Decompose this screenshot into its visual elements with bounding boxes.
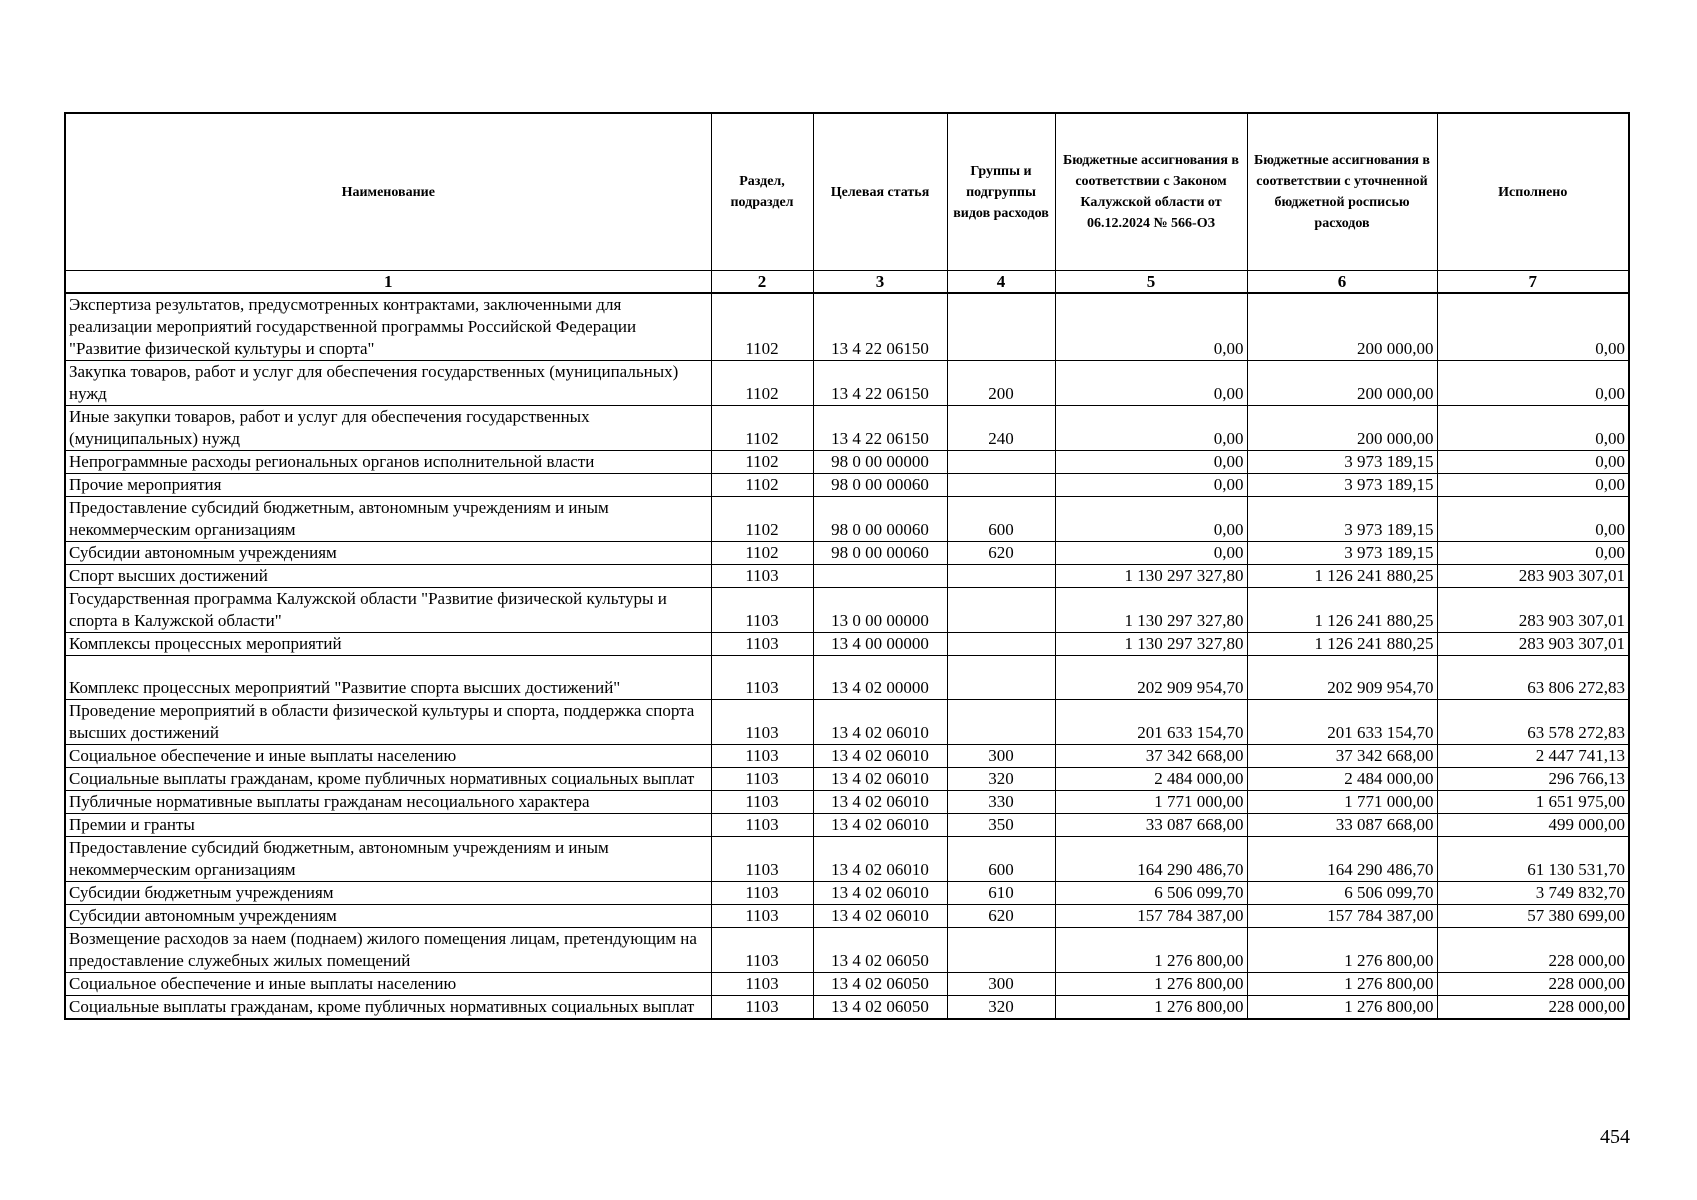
table-row [65,656,1629,700]
row-executed: 283 903 307,01 [1437,565,1629,588]
table-row [65,996,1629,1020]
row-executed: 0,00 [1437,361,1629,406]
row-refined-allocation: 1 126 241 880,25 [1247,565,1437,588]
row-law-allocation: 0,00 [1055,361,1247,406]
header-executed: Исполнено [1437,113,1629,271]
row-target-article: 13 4 02 06010 [813,837,947,882]
row-expense-group: 620 [947,542,1055,565]
row-section: 1102 [711,406,813,451]
row-target-article: 13 0 00 00000 [813,588,947,633]
table-row [65,542,1629,565]
row-expense-group: 620 [947,905,1055,928]
row-refined-allocation: 37 342 668,00 [1247,745,1437,768]
row-executed: 283 903 307,01 [1437,633,1629,656]
header-law: Бюджетные ассигнования в соответствии с Законом Калужской области от 06.12.2024 № 566-ОЗ [1055,113,1247,271]
row-section: 1103 [711,996,813,1020]
row-target-article: 13 4 02 06010 [813,745,947,768]
row-section: 1102 [711,293,813,361]
row-name: Спорт высших достижений [65,565,711,588]
row-executed: 0,00 [1437,474,1629,497]
row-name: Премии и гранты [65,814,711,837]
row-name: Прочие мероприятия [65,474,711,497]
row-executed: 1 651 975,00 [1437,791,1629,814]
row-refined-allocation: 1 771 000,00 [1247,791,1437,814]
table-row [65,814,1629,837]
row-target-article: 13 4 02 06010 [813,882,947,905]
row-executed: 3 749 832,70 [1437,882,1629,905]
row-name: Непрограммные расходы региональных органов исполнительной власти [65,451,711,474]
row-section: 1103 [711,973,813,996]
row-refined-allocation: 3 973 189,15 [1247,474,1437,497]
row-name: Закупка товаров, работ и услуг для обеспечения государственных (муниципальных) нужд [65,361,711,406]
row-name: Возмещение расходов за наем (поднаем) жилого помещения лицам, претендующим на предоставление служебных жилых помещений [65,928,711,973]
table-row [65,565,1629,588]
row-law-allocation: 0,00 [1055,451,1247,474]
row-section: 1102 [711,361,813,406]
row-executed: 0,00 [1437,406,1629,451]
row-name: Комплекс процессных мероприятий "Развитие спорта высших достижений" [65,656,711,700]
row-law-allocation: 0,00 [1055,474,1247,497]
row-refined-allocation: 2 484 000,00 [1247,768,1437,791]
table-row [65,451,1629,474]
row-target-article [813,565,947,588]
row-executed: 0,00 [1437,542,1629,565]
row-law-allocation: 1 276 800,00 [1055,928,1247,973]
row-target-article: 13 4 02 06010 [813,791,947,814]
row-law-allocation: 1 130 297 327,80 [1055,633,1247,656]
budget-table [64,112,1630,1020]
row-section: 1103 [711,633,813,656]
table-row [65,474,1629,497]
row-target-article: 98 0 00 00060 [813,497,947,542]
row-refined-allocation: 200 000,00 [1247,361,1437,406]
table-row [65,745,1629,768]
row-executed: 0,00 [1437,497,1629,542]
table-row [65,928,1629,973]
row-executed: 57 380 699,00 [1437,905,1629,928]
row-expense-group [947,928,1055,973]
row-expense-group: 300 [947,745,1055,768]
row-expense-group: 330 [947,791,1055,814]
row-law-allocation: 1 276 800,00 [1055,973,1247,996]
row-expense-group [947,588,1055,633]
row-expense-group: 610 [947,882,1055,905]
row-expense-group [947,565,1055,588]
row-target-article: 13 4 22 06150 [813,293,947,361]
row-expense-group [947,451,1055,474]
row-name: Социальное обеспечение и иные выплаты населению [65,973,711,996]
table-row [65,497,1629,542]
row-law-allocation: 1 130 297 327,80 [1055,588,1247,633]
header-section: Раздел, подраздел [711,113,813,271]
table-row [65,406,1629,451]
row-target-article: 13 4 02 06050 [813,973,947,996]
row-expense-group: 300 [947,973,1055,996]
row-executed: 0,00 [1437,293,1629,361]
row-section: 1103 [711,700,813,745]
row-target-article: 13 4 02 06050 [813,928,947,973]
row-law-allocation: 2 484 000,00 [1055,768,1247,791]
row-refined-allocation: 3 973 189,15 [1247,497,1437,542]
row-refined-allocation: 3 973 189,15 [1247,451,1437,474]
row-refined-allocation: 202 909 954,70 [1247,656,1437,700]
table-row [65,768,1629,791]
row-expense-group [947,293,1055,361]
row-target-article: 13 4 02 06010 [813,768,947,791]
row-target-article: 13 4 02 06050 [813,996,947,1020]
row-law-allocation: 1 276 800,00 [1055,996,1247,1020]
row-expense-group: 320 [947,768,1055,791]
row-target-article: 13 4 02 06010 [813,700,947,745]
row-refined-allocation: 200 000,00 [1247,293,1437,361]
row-law-allocation: 0,00 [1055,406,1247,451]
row-expense-group [947,700,1055,745]
row-executed: 2 447 741,13 [1437,745,1629,768]
row-refined-allocation: 6 506 099,70 [1247,882,1437,905]
row-section: 1103 [711,814,813,837]
row-law-allocation: 33 087 668,00 [1055,814,1247,837]
row-executed: 296 766,13 [1437,768,1629,791]
row-law-allocation: 201 633 154,70 [1055,700,1247,745]
row-target-article: 98 0 00 00000 [813,451,947,474]
row-executed: 283 903 307,01 [1437,588,1629,633]
header-refined: Бюджетные ассигнования в соответствии с уточненной бюджетной росписью расходов [1247,113,1437,271]
row-expense-group: 200 [947,361,1055,406]
row-law-allocation: 37 342 668,00 [1055,745,1247,768]
row-expense-group: 600 [947,837,1055,882]
row-executed: 0,00 [1437,451,1629,474]
row-refined-allocation: 164 290 486,70 [1247,837,1437,882]
table-row [65,700,1629,745]
row-section: 1103 [711,791,813,814]
table-row [65,973,1629,996]
row-target-article: 98 0 00 00060 [813,474,947,497]
row-expense-group: 600 [947,497,1055,542]
header-row [65,113,1629,271]
row-section: 1103 [711,928,813,973]
row-section: 1103 [711,565,813,588]
row-expense-group [947,656,1055,700]
row-name: Комплексы процессных мероприятий [65,633,711,656]
page-number: 454 [1600,1126,1630,1148]
row-refined-allocation: 1 276 800,00 [1247,973,1437,996]
row-law-allocation: 6 506 099,70 [1055,882,1247,905]
row-expense-group: 240 [947,406,1055,451]
row-refined-allocation: 157 784 387,00 [1247,905,1437,928]
row-law-allocation: 0,00 [1055,293,1247,361]
table-row [65,837,1629,882]
row-section: 1103 [711,882,813,905]
table-row [65,791,1629,814]
row-section: 1103 [711,905,813,928]
table-row [65,293,1629,361]
row-name: Социальные выплаты гражданам, кроме публичных нормативных социальных выплат [65,768,711,791]
row-law-allocation: 0,00 [1055,497,1247,542]
row-target-article: 98 0 00 00060 [813,542,947,565]
header-target: Целевая статья [813,113,947,271]
row-name: Предоставление субсидий бюджетным, автономным учреждениям и иным некоммерческим организациям [65,837,711,882]
row-refined-allocation: 1 276 800,00 [1247,996,1437,1020]
row-refined-allocation: 1 126 241 880,25 [1247,633,1437,656]
row-name: Субсидии автономным учреждениям [65,542,711,565]
row-executed: 63 806 272,83 [1437,656,1629,700]
row-expense-group [947,633,1055,656]
column-number: 1 [65,271,711,294]
table-body [65,293,1629,1019]
row-name: Социальное обеспечение и иные выплаты населению [65,745,711,768]
row-law-allocation: 202 909 954,70 [1055,656,1247,700]
column-number: 4 [947,271,1055,294]
column-number: 7 [1437,271,1629,294]
row-section: 1102 [711,474,813,497]
row-section: 1103 [711,588,813,633]
row-name: Проведение мероприятий в области физической культуры и спорта, поддержка спорта высших достижений [65,700,711,745]
row-executed: 63 578 272,83 [1437,700,1629,745]
row-section: 1103 [711,656,813,700]
row-refined-allocation: 3 973 189,15 [1247,542,1437,565]
row-expense-group [947,474,1055,497]
table-row [65,361,1629,406]
row-law-allocation: 157 784 387,00 [1055,905,1247,928]
row-section: 1103 [711,837,813,882]
row-target-article: 13 4 02 00000 [813,656,947,700]
column-number: 6 [1247,271,1437,294]
row-name: Социальные выплаты гражданам, кроме публичных нормативных социальных выплат [65,996,711,1020]
row-name: Предоставление субсидий бюджетным, автономным учреждениям и иным некоммерческим организациям [65,497,711,542]
row-refined-allocation: 1 276 800,00 [1247,928,1437,973]
row-section: 1103 [711,768,813,791]
row-executed: 499 000,00 [1437,814,1629,837]
row-name: Субсидии автономным учреждениям [65,905,711,928]
column-number-row [65,271,1629,294]
table-row [65,882,1629,905]
row-target-article: 13 4 22 06150 [813,406,947,451]
column-number: 2 [711,271,813,294]
row-target-article: 13 4 02 06010 [813,905,947,928]
row-section: 1102 [711,451,813,474]
row-refined-allocation: 33 087 668,00 [1247,814,1437,837]
row-law-allocation: 0,00 [1055,542,1247,565]
row-name: Публичные нормативные выплаты гражданам несоциального характера [65,791,711,814]
row-section: 1102 [711,497,813,542]
row-expense-group: 320 [947,996,1055,1020]
row-target-article: 13 4 00 00000 [813,633,947,656]
row-law-allocation: 1 130 297 327,80 [1055,565,1247,588]
row-law-allocation: 164 290 486,70 [1055,837,1247,882]
row-refined-allocation: 1 126 241 880,25 [1247,588,1437,633]
row-executed: 61 130 531,70 [1437,837,1629,882]
row-refined-allocation: 200 000,00 [1247,406,1437,451]
row-target-article: 13 4 22 06150 [813,361,947,406]
row-expense-group: 350 [947,814,1055,837]
row-name: Экспертиза результатов, предусмотренных контрактами, заключенными для реализации мероприятий государственной программы Российской Федерации "Развитие физической культуры и спорта" [65,293,711,361]
column-number: 3 [813,271,947,294]
row-executed: 228 000,00 [1437,928,1629,973]
row-name: Субсидии бюджетным учреждениям [65,882,711,905]
header-name: Наименование [65,113,711,271]
header-groups: Группы и подгруппы видов расходов [947,113,1055,271]
row-section: 1102 [711,542,813,565]
row-name: Иные закупки товаров, работ и услуг для обеспечения государственных (муниципальных) нужд [65,406,711,451]
row-section: 1103 [711,745,813,768]
row-name: Государственная программа Калужской области "Развитие физической культуры и спорта в Калужской области" [65,588,711,633]
row-executed: 228 000,00 [1437,973,1629,996]
row-executed: 228 000,00 [1437,996,1629,1020]
row-refined-allocation: 201 633 154,70 [1247,700,1437,745]
column-number: 5 [1055,271,1247,294]
table-row [65,633,1629,656]
row-target-article: 13 4 02 06010 [813,814,947,837]
table-row [65,588,1629,633]
table-row [65,905,1629,928]
row-law-allocation: 1 771 000,00 [1055,791,1247,814]
